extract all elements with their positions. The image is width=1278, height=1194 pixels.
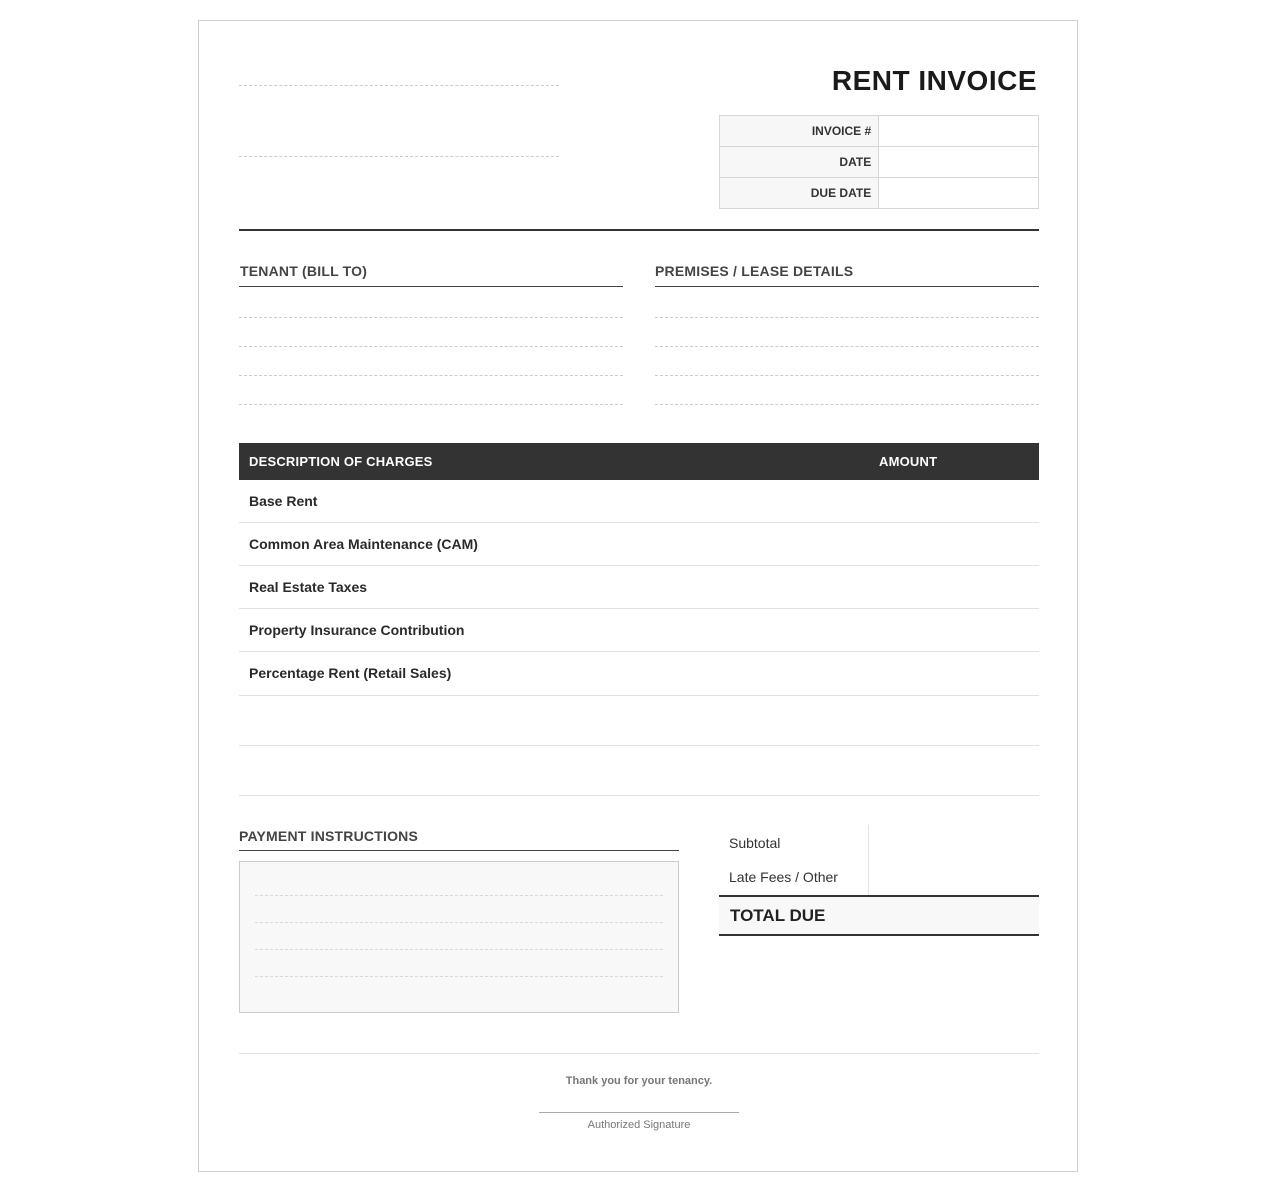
invoice-page	[198, 20, 1078, 1172]
invoice-meta-table	[719, 115, 1039, 209]
signature-label: Authorized Signature	[587, 1119, 691, 1131]
tenant-line[interactable]	[239, 404, 623, 405]
meta-label: DATE	[720, 147, 879, 178]
tenant-line[interactable]	[239, 346, 623, 347]
due-date-field[interactable]	[879, 178, 1039, 209]
invoice-number-field[interactable]	[879, 116, 1039, 147]
total-due-row	[719, 895, 1039, 936]
charge-description: Property Insurance Contribution	[249, 622, 465, 638]
thank-you-note: Thank you for your tenancy.	[565, 1075, 713, 1087]
meta-label: DUE DATE	[720, 178, 879, 209]
payment-line	[255, 895, 663, 896]
late-fees-label: Late Fees / Other	[729, 869, 838, 885]
charges-table-header	[239, 443, 1039, 480]
charge-description: Common Area Maintenance (CAM)	[249, 536, 478, 552]
table-row[interactable]	[239, 609, 1039, 652]
tenant-heading: TENANT (BILL TO)	[240, 263, 368, 279]
tenant-heading-rule	[239, 286, 623, 287]
meta-row-invoice-number	[720, 116, 1039, 147]
footer-divider	[239, 1053, 1039, 1054]
amount-column-header: AMOUNT	[879, 454, 938, 469]
tenant-line[interactable]	[239, 317, 623, 318]
meta-row-due-date	[720, 178, 1039, 209]
payment-line	[255, 949, 663, 950]
premises-heading: PREMISES / LEASE DETAILS	[655, 263, 854, 279]
subtotal-label: Subtotal	[729, 835, 781, 851]
table-row[interactable]	[239, 746, 1039, 796]
premises-line[interactable]	[655, 346, 1039, 347]
header-divider	[239, 229, 1039, 231]
invoice-title: RENT INVOICE	[831, 65, 1037, 96]
meta-label: INVOICE #	[720, 116, 879, 147]
charge-description: Real Estate Taxes	[249, 579, 368, 595]
description-column-header: DESCRIPTION OF CHARGES	[249, 454, 433, 469]
charge-description: Base Rent	[249, 493, 318, 509]
premises-line[interactable]	[655, 375, 1039, 376]
table-row[interactable]	[239, 652, 1039, 696]
premises-line[interactable]	[655, 317, 1039, 318]
totals-block	[719, 825, 1039, 937]
payment-instructions-heading: PAYMENT INSTRUCTIONS	[239, 828, 419, 844]
meta-row-date	[720, 147, 1039, 178]
signature-line[interactable]	[539, 1112, 739, 1113]
payment-line	[255, 922, 663, 923]
total-due-label: TOTAL DUE	[730, 906, 826, 925]
payment-heading-rule	[239, 850, 679, 851]
table-row[interactable]	[239, 480, 1039, 523]
premises-heading-rule	[655, 286, 1039, 287]
date-field[interactable]	[879, 147, 1039, 178]
table-row[interactable]	[239, 696, 1039, 746]
table-row[interactable]	[239, 566, 1039, 609]
premises-line[interactable]	[655, 404, 1039, 405]
tenant-line[interactable]	[239, 375, 623, 376]
payment-line	[255, 976, 663, 977]
charge-description: Percentage Rent (Retail Sales)	[249, 665, 452, 681]
landlord-name-line[interactable]	[239, 85, 559, 86]
landlord-address-line[interactable]	[239, 156, 559, 157]
table-row[interactable]	[239, 523, 1039, 566]
payment-instructions-box[interactable]	[239, 861, 679, 1013]
